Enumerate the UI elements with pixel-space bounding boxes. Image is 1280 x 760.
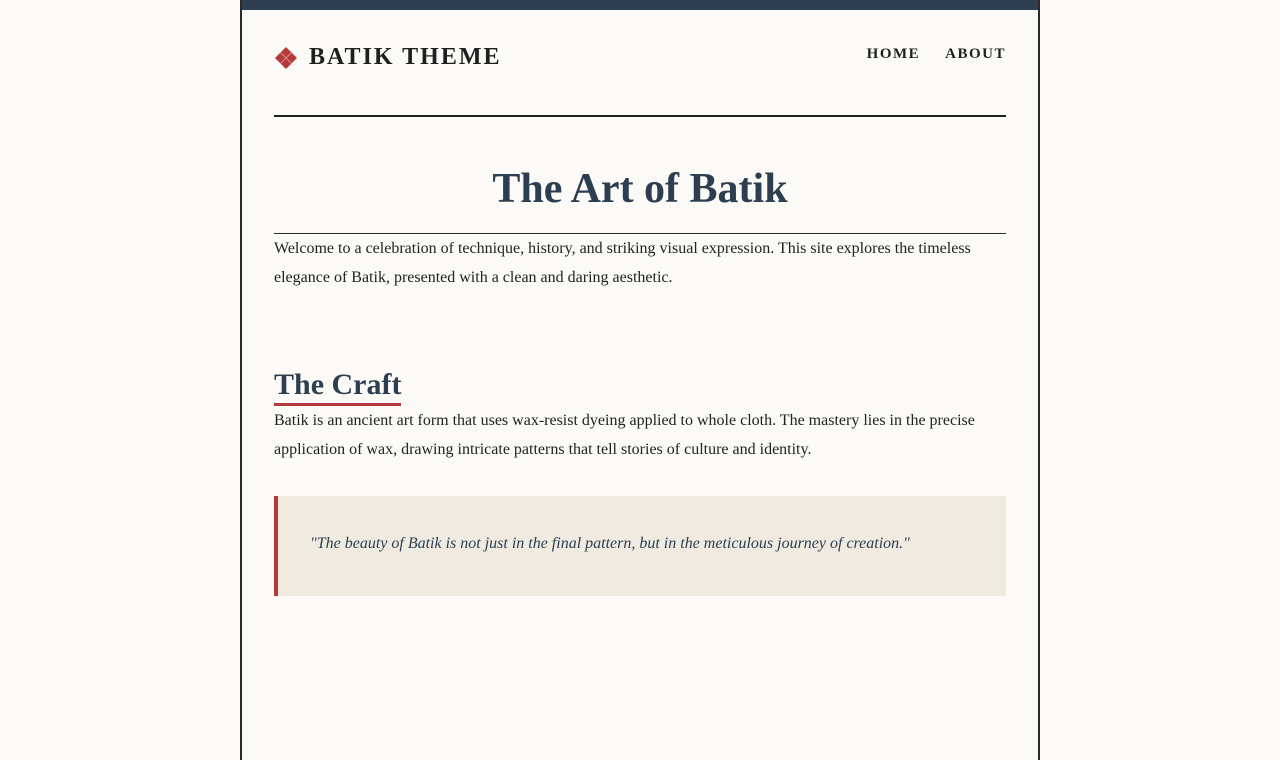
nav-home-link[interactable]: HOME — [866, 46, 921, 62]
intro-paragraph: Welcome to a celebration of technique, history, and striking visual expression. This site explores the timeless elegance of Batik, presented with a clean and daring aesthetic. — [274, 240, 971, 286]
pull-quote: "The beauty of Batik is not just in the final pattern, but in the meticulous journey of creation." — [274, 496, 1006, 596]
batik-diamond-icon — [274, 46, 298, 70]
site-header — [274, 10, 1006, 117]
brand-name: BATIK THEME — [309, 44, 502, 70]
main-nav — [867, 46, 1006, 63]
craft-section — [274, 292, 1006, 596]
craft-paragraph: Batik is an ancient art form that uses wax-resist dyeing applied to whole cloth. The mastery lies in the precise application of wax, drawing intricate patterns that tell stories of culture and identity. — [274, 412, 975, 458]
brand-link[interactable] — [274, 44, 501, 71]
nav-about-link[interactable]: ABOUT — [945, 46, 1006, 62]
hero-section — [274, 117, 1006, 234]
page-container — [240, 0, 1040, 760]
section-heading: The Craft — [274, 367, 401, 406]
page-title: The Art of Batik — [492, 166, 788, 212]
top-accent-bar — [242, 0, 1038, 10]
